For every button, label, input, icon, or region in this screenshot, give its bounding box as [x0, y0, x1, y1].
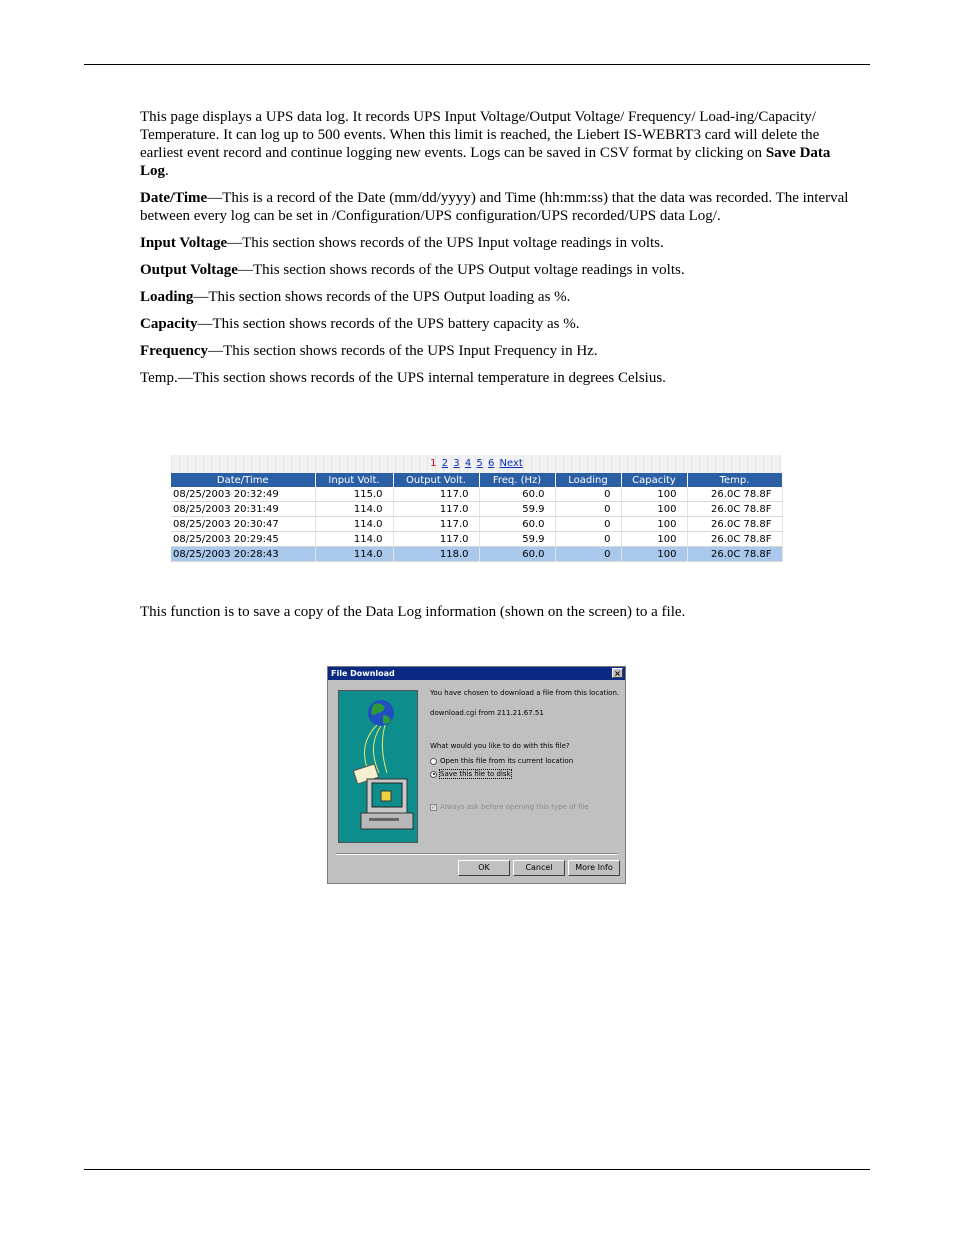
cell-temp: 26.0C 78.8F: [687, 532, 782, 547]
cell-output-volt: 117.0: [393, 487, 479, 502]
file-download-dialog: [327, 666, 626, 884]
page-link-2[interactable]: 2: [441, 458, 449, 469]
page-link-6[interactable]: 6: [487, 458, 495, 469]
column-header-frequency: Freq. (Hz): [479, 473, 555, 487]
page-link-3[interactable]: 3: [453, 458, 460, 469]
cell-input-volt: 114.0: [315, 517, 393, 532]
cell-loading: 0: [555, 547, 621, 562]
table-row[interactable]: [171, 517, 782, 532]
option-save-label: Save this file to disk: [440, 770, 511, 778]
header-row: [171, 473, 782, 487]
cell-input-volt: 114.0: [315, 502, 393, 517]
cell-input-volt: 115.0: [315, 487, 393, 502]
cell-frequency: 59.9: [479, 532, 555, 547]
frequency-paragraph: Frequency—This section shows records of the UPS Input Frequency in Hz.: [140, 343, 598, 359]
cell-input-volt: 114.0: [315, 547, 393, 562]
cell-datetime: 08/25/2003 20:31:49: [171, 502, 315, 517]
dialog-question: What would you like to do with this file?: [430, 742, 570, 750]
checkbox-always-ask-icon: ✓: [431, 803, 437, 811]
pager: [171, 455, 782, 473]
cell-loading: 0: [555, 532, 621, 547]
dialog-message: You have chosen to download a file from this location.: [430, 689, 620, 697]
loading-paragraph: Loading—This section shows records of the UPS Output loading as %.: [140, 289, 571, 305]
close-icon[interactable]: ×: [612, 668, 623, 678]
cell-temp: 26.0C 78.8F: [687, 487, 782, 502]
cell-datetime: 08/25/2003 20:29:45: [171, 532, 315, 547]
temp-paragraph: Temp.—This section shows records of the UPS internal temperature in degrees Celsius.: [140, 370, 666, 386]
capacity-paragraph: Capacity—This section shows records of the UPS battery capacity as %.: [140, 316, 580, 332]
cell-capacity: 100: [621, 547, 687, 562]
output-voltage-paragraph: Output Voltage—This section shows records of the UPS Output voltage readings in volts.: [140, 262, 685, 278]
cell-capacity: 100: [621, 502, 687, 517]
dialog-source: download.cgi from 211.21.67.51: [430, 709, 544, 717]
column-header-loading: Loading: [555, 473, 621, 487]
footer-rule: [84, 1169, 870, 1170]
globe-computer-icon: [339, 691, 417, 842]
table-row[interactable]: [171, 532, 782, 547]
save-function-paragraph: This function is to save a copy of the Data Log information (shown on the screen) to a file.: [140, 604, 686, 620]
cell-loading: 0: [555, 502, 621, 517]
table-row[interactable]: [171, 502, 782, 517]
cell-datetime: 08/25/2003 20:30:47: [171, 517, 315, 532]
input-voltage-paragraph: Input Voltage—This section shows records of the UPS Input voltage readings in volts.: [140, 235, 664, 251]
column-header-datetime: Date/Time: [171, 473, 315, 487]
table-row[interactable]: [171, 487, 782, 502]
option-open-row[interactable]: [430, 757, 573, 765]
cell-datetime: 08/25/2003 20:28:43: [171, 547, 315, 562]
page-current: 1: [430, 458, 437, 469]
radio-save-icon[interactable]: [430, 771, 437, 778]
data-log-grid: [171, 473, 783, 562]
cell-frequency: 60.0: [479, 547, 555, 562]
dialog-title-bar: [328, 667, 625, 680]
page-link-4[interactable]: 4: [464, 458, 472, 469]
document-body: [140, 108, 860, 396]
cell-temp: 26.0C 78.8F: [687, 502, 782, 517]
dialog-title: File Download: [331, 669, 395, 678]
column-header-input-volt: Input Volt.: [315, 473, 393, 487]
cell-output-volt: 117.0: [393, 502, 479, 517]
column-header-output-volt: Output Volt.: [393, 473, 479, 487]
cell-input-volt: 114.0: [315, 532, 393, 547]
cell-frequency: 60.0: [479, 517, 555, 532]
cell-datetime: 08/25/2003 20:32:49: [171, 487, 315, 502]
cell-loading: 0: [555, 517, 621, 532]
always-ask-label: Always ask before opening this type of file: [440, 803, 589, 811]
cancel-button[interactable]: Cancel: [513, 860, 565, 876]
cell-temp: 26.0C 78.8F: [687, 517, 782, 532]
next-page-link[interactable]: Next: [499, 458, 523, 469]
datetime-paragraph: Date/Time—This is a record of the Date (mm/dd/yyyy) and Time (hh:mm:ss) that the data was recorded. The interval between every log can be set in /Configuration/UPS configuration/UPS recorded/UPS data Log/.: [140, 190, 849, 224]
data-log-table: [171, 455, 782, 562]
cell-output-volt: 118.0: [393, 547, 479, 562]
cell-capacity: 100: [621, 487, 687, 502]
more-info-button[interactable]: More Info: [568, 860, 620, 876]
cell-frequency: 59.9: [479, 502, 555, 517]
radio-open-icon[interactable]: [430, 758, 437, 765]
option-open-label: Open this file from its current location: [440, 757, 574, 765]
cell-temp: 26.0C 78.8F: [687, 547, 782, 562]
option-save-row[interactable]: [430, 770, 511, 778]
always-ask-row: [430, 803, 589, 811]
dialog-separator: [336, 853, 617, 855]
column-header-temp: Temp.: [687, 473, 782, 487]
table-row-selected[interactable]: [171, 547, 782, 562]
column-header-capacity: Capacity: [621, 473, 687, 487]
intro-paragraph: This page displays a UPS data log. It records UPS Input Voltage/Output Voltage/ Frequency/ Load-ing/Capacity/ Temperature. It can log up to 500 events. When this limit is reached, the Liebert IS-WEBRT3 card will delete the earliest event record and continue logging new events. Logs can be saved in CSV format by clicking on Save Data Log.: [140, 109, 831, 179]
page-link-5[interactable]: 5: [476, 458, 483, 469]
cell-output-volt: 117.0: [393, 517, 479, 532]
ok-button[interactable]: OK: [458, 860, 510, 876]
cell-output-volt: 117.0: [393, 532, 479, 547]
download-illustration: [338, 690, 418, 843]
cell-frequency: 60.0: [479, 487, 555, 502]
cell-loading: 0: [555, 487, 621, 502]
cell-capacity: 100: [621, 517, 687, 532]
cell-capacity: 100: [621, 532, 687, 547]
header-rule: [84, 64, 870, 65]
